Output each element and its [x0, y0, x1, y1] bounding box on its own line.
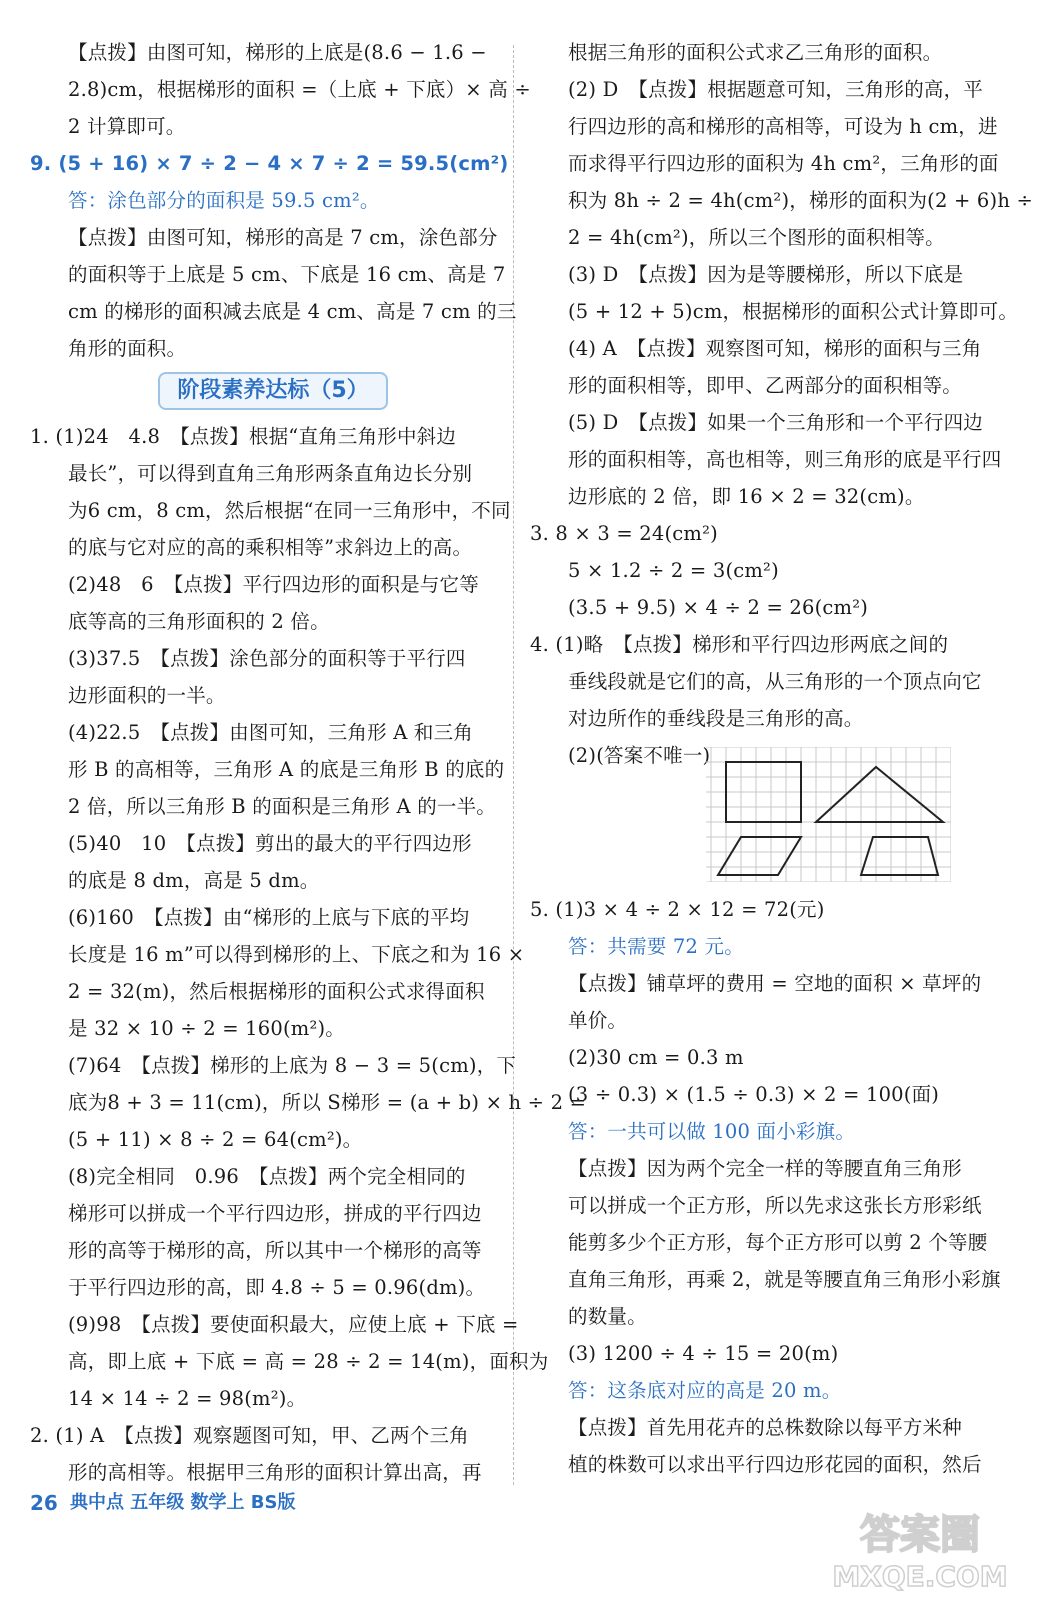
text-line: 形的高等于梯形的高，所以其中一个梯形的高等: [68, 1239, 482, 1262]
text-line: 对边所作的垂线段是三角形的高。: [568, 707, 864, 730]
text-line: 2 = 32(m)，然后根据梯形的面积公式求得面积: [68, 980, 485, 1003]
triangle-shape: [816, 767, 943, 822]
text-line: (3.5 + 9.5) × 4 ÷ 2 = 26(cm²): [568, 596, 869, 619]
text-line: (9)98 【点拨】要使面积最大，应使上底 + 下底 =: [68, 1313, 519, 1336]
text-line: 【点拨】铺草坪的费用 = 空地的面积 × 草坪的: [568, 972, 982, 995]
text-line: 根据三角形的面积公式求乙三角形的面积。: [568, 41, 943, 64]
text-line: (2)48 6 【点拨】平行四边形的面积是与它等: [68, 573, 479, 596]
text-line: 积为 8h ÷ 2 = 4h(cm²)，梯形的面积为(2 + 6)h ÷: [568, 189, 1034, 212]
text-line: 长度是 16 m”可以得到梯形的上、下底之和为 16 ×: [68, 943, 525, 966]
text-line: 底等高的三角形面积的 2 倍。: [68, 610, 330, 633]
answer-line: 答：这条底对应的高是 20 m。: [568, 1379, 842, 1402]
grid-figure: [706, 747, 951, 882]
text-line: 的数量。: [568, 1305, 647, 1328]
text-line: 2.8)cm，根据梯形的面积 =（上底 + 下底）× 高 ÷: [68, 78, 531, 101]
text-line: (8)完全相同 0.96 【点拨】两个完全相同的: [68, 1165, 466, 1188]
question-5-line: 5. (1)3 × 4 ÷ 2 × 12 = 72(元): [530, 898, 825, 921]
text-line: 5 × 1.2 ÷ 2 = 3(cm²): [568, 559, 779, 582]
text-line: 角形的面积。: [68, 337, 187, 360]
question-4-line: 4. (1)略 【点拨】梯形和平行四边形两底之间的: [530, 633, 949, 656]
question-2-line: 2. (1) A 【点拨】观察题图可知，甲、乙两个三角: [30, 1424, 469, 1447]
text-line: (2)(答案不唯一): [568, 744, 711, 767]
watermark-line2: MXQE.COM: [832, 1560, 1008, 1593]
text-line: (5)40 10 【点拨】剪出的最大的平行四边形: [68, 832, 472, 855]
question-9-formula: 9. (5 + 16) × 7 ÷ 2 − 4 × 7 ÷ 2 = 59.5(cm²): [30, 152, 509, 175]
text-line: 能剪多少个正方形，每个正方形可以剪 2 个等腰: [568, 1231, 988, 1254]
text-line: 是 32 × 10 ÷ 2 = 160(m²)。: [68, 1017, 345, 1040]
text-line: 行四边形的高和梯形的高相等，可设为 h cm，进: [568, 115, 998, 138]
text-line: (5 + 11) × 8 ÷ 2 = 64(cm²)。: [68, 1128, 363, 1151]
text-line: 形 B 的高相等，三角形 A 的底是三角形 B 的底的: [68, 758, 505, 781]
text-line: (5) D 【点拨】如果一个三角形和一个平行四边: [568, 411, 984, 434]
text-line: 2 计算即可。: [68, 115, 186, 138]
text-line: 高，即上底 + 下底 = 高 = 28 ÷ 2 = 14(m)，面积为: [68, 1350, 549, 1373]
text-line: 最长”，可以得到直角三角形两条直角边长分别: [68, 462, 473, 485]
page-number: 26: [30, 1491, 58, 1515]
text-line: 的底与它对应的高的乘积相等”求斜边上的高。: [68, 536, 473, 559]
question-3-line: 3. 8 × 3 = 24(cm²): [530, 522, 718, 545]
text-line: 于平行四边形的高，即 4.8 ÷ 5 = 0.96(dm)。: [68, 1276, 486, 1299]
text-line: 的底是 8 dm，高是 5 dm。: [68, 869, 320, 892]
text-line: (3 ÷ 0.3) × (1.5 ÷ 0.3) × 2 = 100(面): [568, 1083, 940, 1106]
parallelogram-shape: [718, 837, 801, 875]
text-line: (3) D 【点拨】因为是等腰梯形，所以下底是: [568, 263, 964, 286]
text-line: (4)22.5 【点拨】由图可知，三角形 A 和三角: [68, 721, 473, 744]
text-line: 14 × 14 ÷ 2 = 98(m²)。: [68, 1387, 307, 1410]
text-line: 2 倍，所以三角形 B 的面积是三角形 A 的一半。: [68, 795, 497, 818]
text-line: (6)160 【点拨】由“梯形的上底与下底的平均: [68, 906, 470, 929]
text-line: (3) 1200 ÷ 4 ÷ 15 = 20(m): [568, 1342, 839, 1365]
text-line: 【点拨】由图可知，梯形的高是 7 cm，涂色部分: [68, 226, 498, 249]
text-line: 梯形可以拼成一个平行四边形，拼成的平行四边: [68, 1202, 482, 1225]
text-line: 可以拼成一个正方形，所以先求这张长方形彩纸: [568, 1194, 982, 1217]
text-line: 为6 cm，8 cm，然后根据“在同一三角形中，不同: [68, 499, 511, 522]
section-title: 阶段素养达标（5）: [158, 372, 388, 410]
text-line: (5 + 12 + 5)cm，根据梯形的面积公式计算即可。: [568, 300, 1019, 323]
text-line: 边形面积的一半。: [68, 684, 226, 707]
text-line: 直角三角形，再乘 2，就是等腰直角三角形小彩旗: [568, 1268, 1001, 1291]
text-line: (7)64 【点拨】梯形的上底为 8 − 3 = 5(cm)，下: [68, 1054, 517, 1077]
text-line: 【点拨】首先用花卉的总株数除以每平方米种: [568, 1416, 963, 1439]
question-1-line: 1. (1)24 4.8 【点拨】根据“直角三角形中斜边: [30, 425, 457, 448]
text-line: 形的高相等。根据甲三角形的面积计算出高，再: [68, 1461, 482, 1484]
grid-lines: [706, 747, 951, 882]
text-line: (2) D 【点拨】根据题意可知，三角形的高，平: [568, 78, 984, 101]
text-line: (3)37.5 【点拨】涂色部分的面积等于平行四: [68, 647, 466, 670]
text-line: 垂线段就是它们的高，从三角形的一个顶点向它: [568, 670, 982, 693]
answer-line: 答：共需要 72 元。: [568, 935, 744, 958]
trapezoid-shape: [861, 837, 938, 875]
watermark-line1: 答案圈: [860, 1512, 980, 1558]
text-line: 形的面积相等，即甲、乙两部分的面积相等。: [568, 374, 963, 397]
text-line: 植的株数可以求出平行四边形花园的面积，然后: [568, 1453, 982, 1476]
text-line: 而求得平行四边形的面积为 4h cm²，三角形的面: [568, 152, 999, 175]
answer-line: 答：一共可以做 100 面小彩旗。: [568, 1120, 856, 1143]
text-line: cm 的梯形的面积减去底是 4 cm、高是 7 cm 的三: [68, 300, 517, 323]
text-line: 边形底的 2 倍，即 16 × 2 = 32(cm)。: [568, 485, 925, 508]
watermark-logo: [810, 1500, 1030, 1595]
text-line: 单价。: [568, 1009, 628, 1032]
text-line: (4) A 【点拨】观察图可知，梯形的面积与三角: [568, 337, 982, 360]
text-line: (2)30 cm = 0.3 m: [568, 1046, 744, 1069]
answer-line: 答：涂色部分的面积是 59.5 cm²。: [68, 189, 380, 212]
book-title: 典中点 五年级 数学上 BS版: [70, 1492, 296, 1513]
text-line: 形的面积相等，高也相等，则三角形的底是平行四: [568, 448, 1002, 471]
text-line: 【点拨】因为两个完全一样的等腰直角三角形: [568, 1157, 963, 1180]
text-line: 底为8 + 3 = 11(cm)，所以 S梯形 = (a + b) × h ÷ 2 =: [68, 1091, 587, 1114]
text-line: 的面积等于上底是 5 cm、下底是 16 cm、高是 7: [68, 263, 506, 286]
text-line: 2 = 4h(cm²)，所以三个图形的面积相等。: [568, 226, 945, 249]
column-divider: [513, 45, 514, 1485]
text-line: 【点拨】由图可知，梯形的上底是(8.6 − 1.6 −: [68, 41, 487, 64]
